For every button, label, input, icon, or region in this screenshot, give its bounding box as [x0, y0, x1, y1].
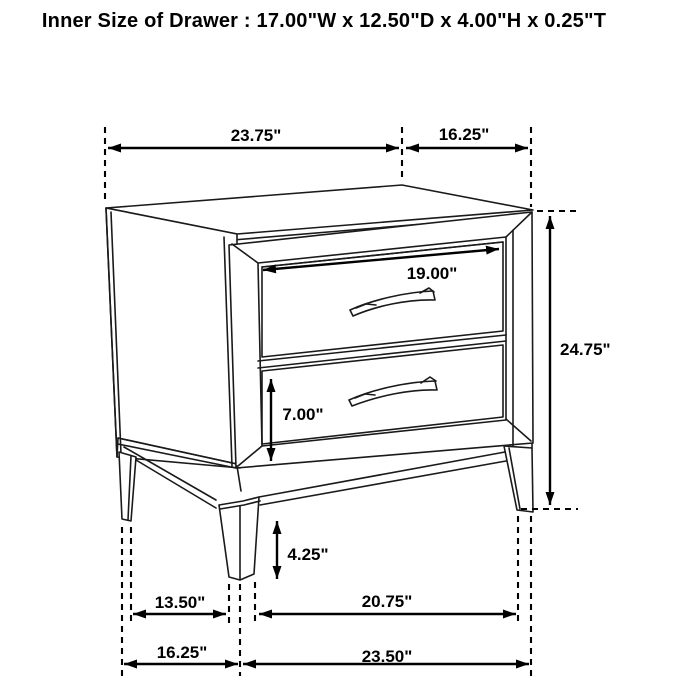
- leg-front-left: [219, 497, 260, 580]
- dim-label-drawer-width: 19.00": [406, 264, 458, 283]
- dim-label-top-depth: 16.25": [438, 125, 490, 144]
- nightstand-drawing: [106, 185, 533, 580]
- dim-label-drawer-height: 7.00": [282, 405, 324, 424]
- dim-top-width: [108, 126, 399, 148]
- dim-top-depth: [406, 125, 528, 148]
- dim-label-overall-height: 24.75": [560, 340, 611, 359]
- dim-base-width: [243, 647, 529, 666]
- dim-leg-height: [277, 521, 329, 579]
- dim-label-base-front-span: 20.75": [361, 592, 413, 611]
- dim-base-front-span: [259, 592, 516, 614]
- leg-front-right: [504, 446, 533, 512]
- dim-overall-height: [550, 216, 611, 505]
- dim-base-side-span: [133, 593, 226, 614]
- left-side-panel: [106, 208, 240, 468]
- page-title: Inner Size of Drawer : 17.00"W x 12.50"D x 4.00"H x 0.25"T: [41, 10, 607, 32]
- dim-label-top-width: 23.75": [230, 126, 282, 145]
- dim-label-leg-height: 4.25": [287, 545, 329, 564]
- dim-label-base-depth: 16.25": [156, 643, 208, 662]
- dim-label-base-side-span: 13.50": [154, 593, 206, 612]
- leg-back-left: [119, 452, 136, 521]
- dim-base-depth: [124, 643, 238, 664]
- dim-label-base-width: 23.50": [361, 647, 413, 666]
